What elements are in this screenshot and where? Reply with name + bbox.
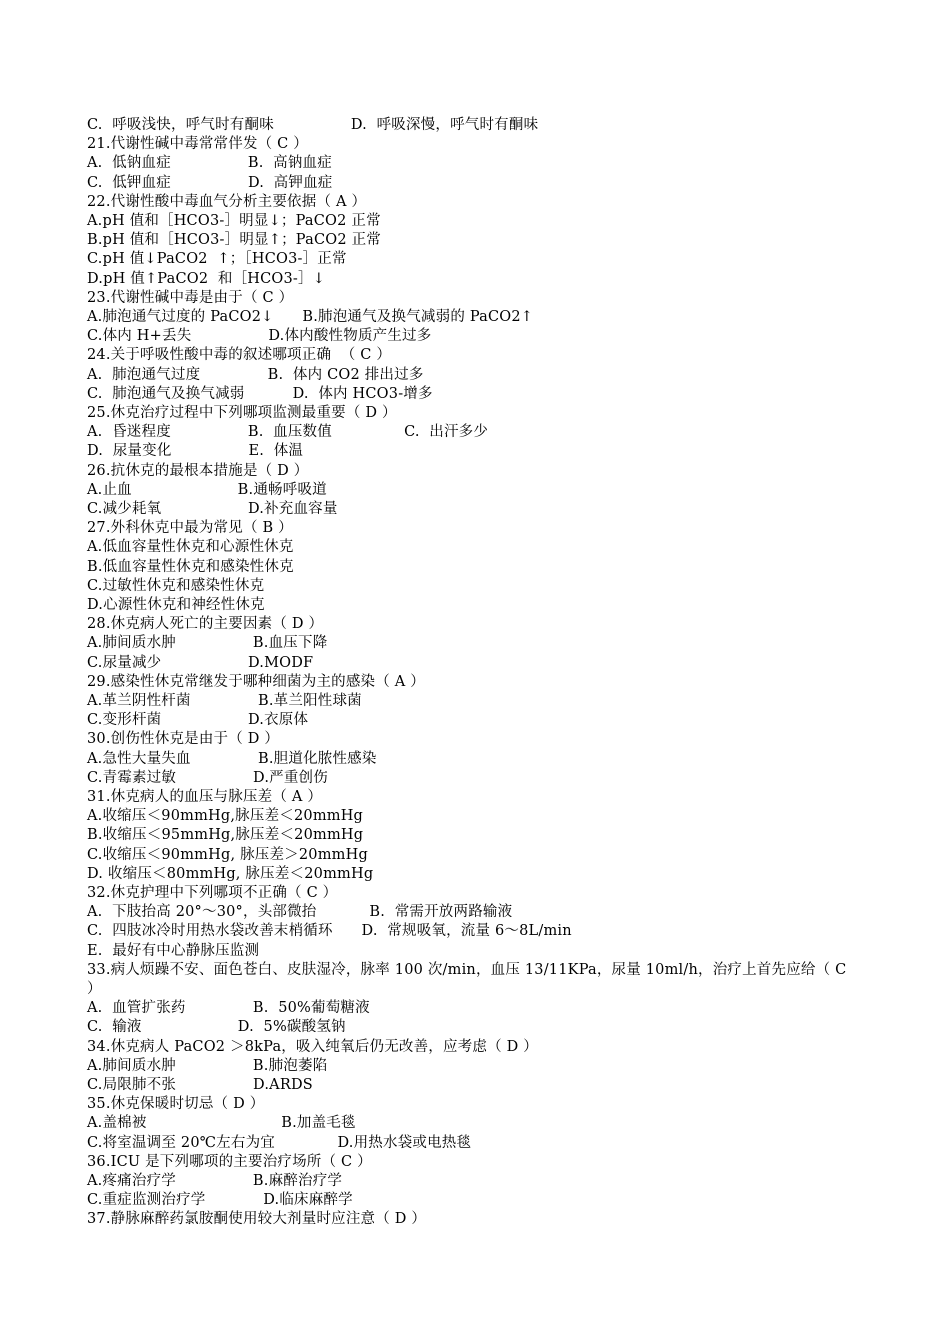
option-line: C.青霉素过敏 D.严重创伤: [87, 770, 328, 786]
option-line: B.低血容量性休克和感染性休克: [87, 559, 294, 575]
option-line: A.收缩压＜90mmHg,脉压差＜20mmHg: [87, 808, 364, 824]
question-line: 32.休克护理中下列哪项不正确（ C ）: [87, 885, 338, 901]
question-line: 35.休克保暖时切忌（ D ）: [87, 1096, 265, 1112]
option-line: A.肺间质水肿 B.肺泡萎陷: [87, 1058, 328, 1074]
option-line: D. 尿量变化 E. 体温: [87, 443, 304, 459]
option-line: A.急性大量失血 B.胆道化脓性感染: [87, 751, 377, 767]
question-line: 36.ICU 是下列哪项的主要治疗场所（ C ）: [87, 1154, 372, 1170]
option-line: C. 低钾血症 D. 高钾血症: [87, 175, 333, 191]
question-line: 30.创伤性休克是由于（ D ）: [87, 731, 280, 747]
text-line: ）: [87, 981, 102, 997]
question-line: 26.抗休克的最根本措施是（ D ）: [87, 463, 309, 479]
option-line: C.pH 值↓PaCO2 ↑；［HCO3-］正常: [87, 251, 347, 267]
option-line: C.过敏性休克和感染性休克: [87, 578, 265, 594]
option-line: A.肺间质水肿 B.血压下降: [87, 635, 328, 651]
option-line: B.pH 值和［HCO3-］明显↑；PaCO2 正常: [87, 232, 381, 248]
option-line: C.变形杆菌 D.衣原体: [87, 712, 309, 728]
option-line: A.革兰阴性杆菌 B.革兰阳性球菌: [87, 693, 362, 709]
text-line: C. 呼吸浅快，呼气时有酮味 D. 呼吸深慢，呼气时有酮味: [87, 117, 539, 133]
option-line: C. 四肢冰冷时用热水袋改善末梢循环 D. 常规吸氧，流量 6～8L/min: [87, 923, 572, 939]
option-line: A. 昏迷程度 B. 血压数值 C. 出汗多少: [87, 424, 489, 440]
question-line: 29.感染性休克常继发于哪种细菌为主的感染（ A ）: [87, 674, 425, 690]
question-line: 24.关于呼吸性酸中毒的叙述哪项正确 （ C ）: [87, 347, 392, 363]
option-line: E. 最好有中心静脉压监测: [87, 943, 260, 959]
option-line: A. 血管扩张药 B. 50%葡萄糖液: [87, 1000, 370, 1016]
option-line: A. 肺泡通气过度 B. 体内 CO2 排出过多: [87, 367, 424, 383]
option-line: A.pH 值和［HCO3-］明显↓；PaCO2 正常: [87, 213, 381, 229]
question-line: 23.代谢性碱中毒是由于（ C ）: [87, 290, 294, 306]
option-line: D. 收缩压＜80mmHg, 脉压差＜20mmHg: [87, 866, 374, 882]
option-line: C.减少耗氧 D.补充血容量: [87, 501, 338, 517]
option-line: B.收缩压＜95mmHg,脉压差＜20mmHg: [87, 827, 364, 843]
option-line: C.将室温调至 20℃左右为宜 D.用热水袋或电热毯: [87, 1135, 472, 1151]
option-line: C.尿量减少 D.MODF: [87, 655, 314, 671]
question-line: 31.休克病人的血压与脉压差（ A ）: [87, 789, 323, 805]
option-line: D.pH 值↑PaCO2 和［HCO3-］↓: [87, 271, 326, 287]
option-line: C.重症监测治疗学 D.临床麻醉学: [87, 1192, 353, 1208]
question-line: 22.代谢性酸中毒血气分析主要依据（ A ）: [87, 194, 367, 210]
option-line: A.盖棉被 B.加盖毛毯: [87, 1115, 356, 1131]
question-line: 27.外科休克中最为常见（ B ）: [87, 520, 293, 536]
option-line: C. 输液 D. 5%碳酸氢钠: [87, 1019, 346, 1035]
option-line: C.收缩压＜90mmHg, 脉压差＞20mmHg: [87, 847, 368, 863]
question-line: 33.病人烦躁不安、面色苍白、皮肤湿冷，脉率 100 次/min，血压 13/11KPa，尿量 10ml/h，治疗上首先应给（ C: [87, 962, 847, 978]
option-line: C. 肺泡通气及换气减弱 D. 体内 HCO3-增多: [87, 386, 433, 402]
option-line: C.局限肺不张 D.ARDS: [87, 1077, 313, 1093]
option-line: A. 低钠血症 B. 高钠血症: [87, 155, 332, 171]
option-line: A.肺泡通气过度的 PaCO2↓ B.肺泡通气及换气减弱的 PaCO2↑: [87, 309, 534, 325]
question-line: 28.休克病人死亡的主要因素（ D ）: [87, 616, 324, 632]
option-line: A.疼痛治疗学 B.麻醉治疗学: [87, 1173, 343, 1189]
question-line: 21.代谢性碱中毒常常伴发（ C ）: [87, 136, 308, 152]
option-line: A.止血 B.通畅呼吸道: [87, 482, 327, 498]
question-line: 37.静脉麻醉药氯胺酮使用较大剂量时应注意（ D ）: [87, 1211, 427, 1227]
option-line: D.心源性休克和神经性休克: [87, 597, 265, 613]
question-line: 25.休克治疗过程中下列哪项监测最重要（ D ）: [87, 405, 397, 421]
option-line: A. 下肢抬高 20°～30°，头部微抬 B. 常需开放两路输液: [87, 904, 513, 920]
option-line: A.低血容量性休克和心源性休克: [87, 539, 294, 555]
question-line: 34.休克病人 PaCO2 ＞8kPa，吸入纯氧后仍无改善，应考虑（ D ）: [87, 1039, 538, 1055]
option-line: C.体内 H+丢失 D.体内酸性物质产生过多: [87, 328, 432, 344]
